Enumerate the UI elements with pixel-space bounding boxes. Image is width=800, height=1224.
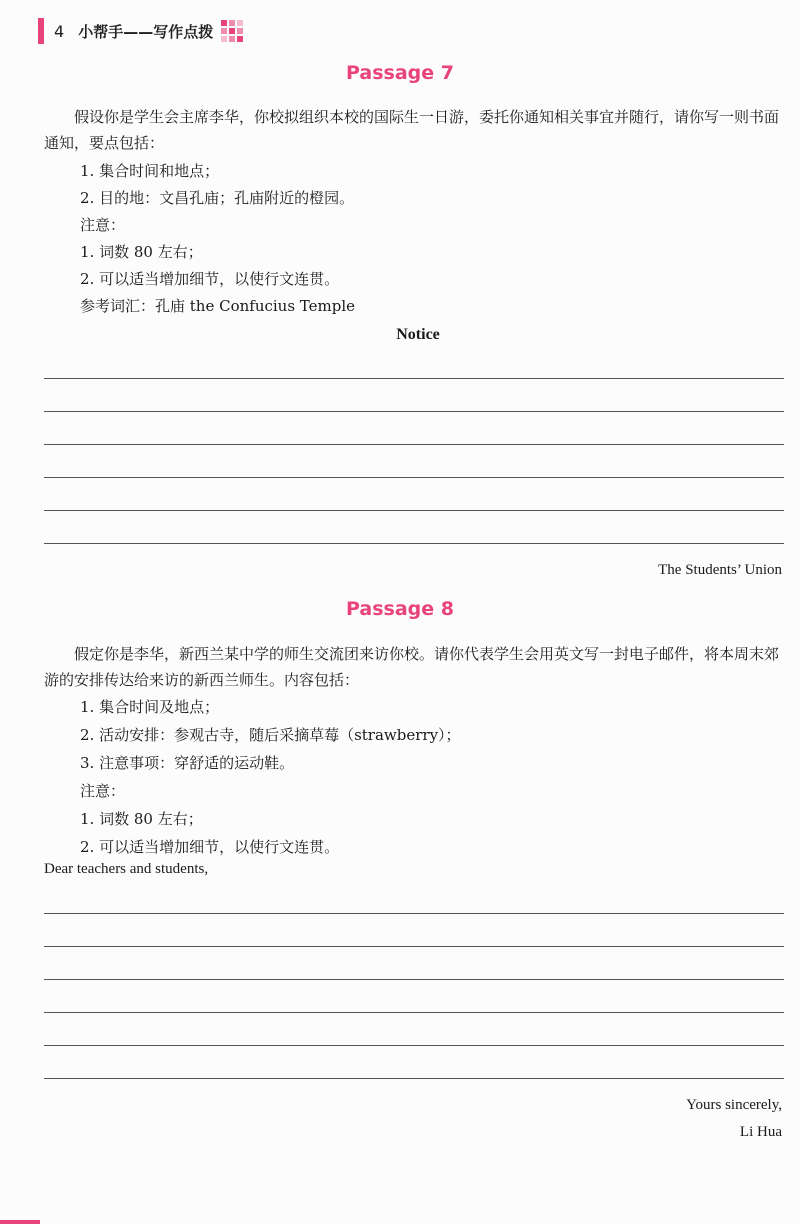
writing-line <box>44 411 784 412</box>
header-title: 小帮手——写作点拨 <box>78 22 214 41</box>
passage-7-note-label: 注意： <box>80 216 126 234</box>
writing-line <box>44 946 784 947</box>
page-number: 4 <box>54 21 65 41</box>
writing-line <box>44 543 784 544</box>
passage-8-point-3: 3. 注意事项：穿舒适的运动鞋。 <box>80 754 295 772</box>
page-header <box>38 18 243 44</box>
writing-line <box>44 913 784 914</box>
passage-7-title: Passage 7 <box>346 62 454 84</box>
email-greeting: Dear teachers and students, <box>44 861 209 877</box>
header-accent-bar <box>38 18 44 44</box>
footer-accent-bar <box>0 1220 40 1224</box>
passage-7-note-1: 1. 词数 80 左右； <box>80 243 203 261</box>
passage-8-note-label: 注意： <box>80 782 126 800</box>
writing-line <box>44 444 784 445</box>
writing-line <box>44 1078 784 1079</box>
grid-decoration-icon <box>221 20 243 42</box>
passage-8-point-1: 1. 集合时间及地点； <box>80 698 220 716</box>
passage-8-note-1: 1. 词数 80 左右； <box>80 810 203 828</box>
passage-7-intro: 假设你是学生会主席李华，你校拟组织本校的国际生一日游，委托你通知相关事宜并随行，请你写一则书面通知，要点包括： <box>44 108 780 152</box>
writing-line <box>44 477 784 478</box>
writing-line <box>44 979 784 980</box>
passage-7-vocab: 参考词汇：孔庙 the Confucius Temple <box>80 297 356 315</box>
writing-line <box>44 1012 784 1013</box>
passage-7-point-1: 1. 集合时间和地点； <box>80 162 220 180</box>
writing-line <box>44 1045 784 1046</box>
writing-line <box>44 378 784 379</box>
passage-8-note-2: 2. 可以适当增加细节，以使行文连贯。 <box>80 838 340 856</box>
passage-8-title: Passage 8 <box>346 598 454 620</box>
email-closing: Yours sincerely, <box>686 1097 782 1113</box>
notice-title: Notice <box>396 326 440 343</box>
passage-8-intro: 假定你是李华，新西兰某中学的师生交流团来访你校。请你代表学生会用英文写一封电子邮件，将本周末郊游的安排传达给来访的新西兰师生。内容包括： <box>44 645 780 689</box>
email-signature: Li Hua <box>739 1124 782 1140</box>
passage-7-signature: The Students’ Union <box>658 562 782 578</box>
passage-7-note-2: 2. 可以适当增加细节，以使行文连贯。 <box>80 270 340 288</box>
passage-7-point-2: 2. 目的地：文昌孔庙；孔庙附近的橙园。 <box>80 189 355 207</box>
passage-8-point-2: 2. 活动安排：参观古寺，随后采摘草莓（strawberry）； <box>80 726 461 744</box>
writing-line <box>44 510 784 511</box>
